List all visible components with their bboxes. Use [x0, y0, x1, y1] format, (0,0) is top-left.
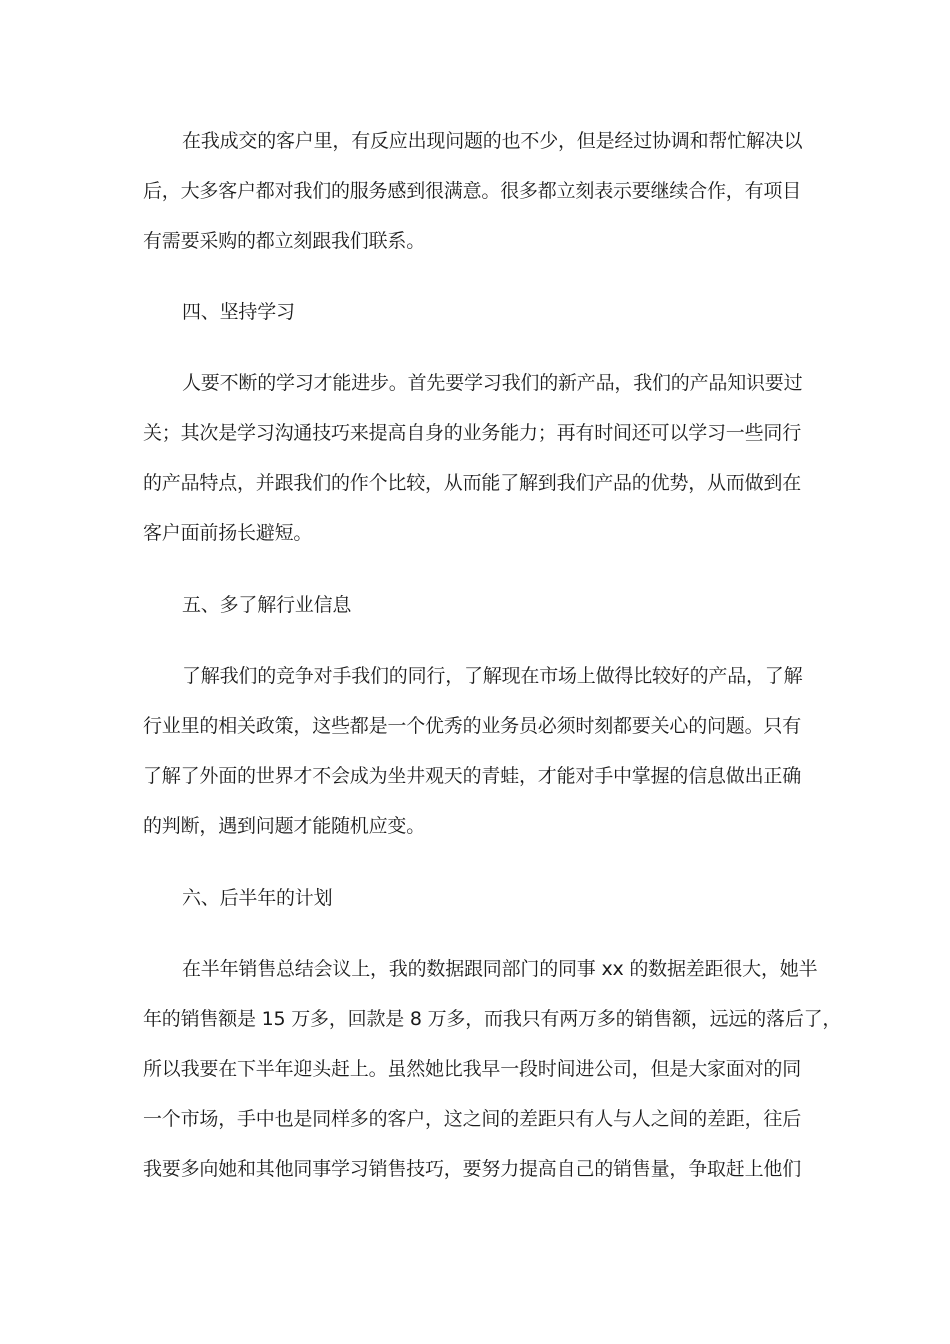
paragraph-line: 在半年销售总结会议上，我的数据跟同部门的同事 xx 的数据差距很大，她半: [182, 958, 818, 980]
paragraph-line: 的产品特点，并跟我们的作个比较，从而能了解到我们产品的优势，从而做到在: [143, 472, 802, 494]
paragraph-line: 后，大多客户都对我们的服务感到很满意。很多都立刻表示要继续合作，有项目: [143, 180, 802, 202]
paragraph-line: 的判断，遇到问题才能随机应变。: [143, 815, 426, 837]
paragraph-line: 行业里的相关政策，这些都是一个优秀的业务员必须时刻都要关心的问题。只有: [143, 715, 802, 737]
paragraph-line: 了解了外面的世界才不会成为坐井观天的青蛙，才能对手中掌握的信息做出正确: [143, 765, 802, 787]
section-heading: 五、多了解行业信息: [182, 594, 352, 616]
paragraph-line: 年的销售额是 15 万多，回款是 8 万多，而我只有两万多的销售额，远远的落后了，: [143, 1008, 842, 1030]
paragraph-line: 一个市场，手中也是同样多的客户，这之间的差距只有人与人之间的差距，往后: [143, 1108, 802, 1130]
section-heading: 四、坚持学习: [182, 301, 295, 323]
paragraph-line: 关；其次是学习沟通技巧来提高自身的业务能力；再有时间还可以学习一些同行: [143, 422, 802, 444]
paragraph-line: 在我成交的客户里，有反应出现问题的也不少，但是经过协调和帮忙解决以: [182, 130, 803, 152]
paragraph-line: 客户面前扬长避短。: [143, 522, 313, 544]
paragraph-line: 所以我要在下半年迎头赶上。虽然她比我早一段时间进公司，但是大家面对的同: [143, 1058, 802, 1080]
paragraph-line: 人要不断的学习才能进步。首先要学习我们的新产品，我们的产品知识要过: [182, 372, 803, 394]
section-heading: 六、后半年的计划: [182, 887, 333, 909]
paragraph-line: 有需要采购的都立刻跟我们联系。: [143, 230, 426, 252]
paragraph-line: 我要多向她和其他同事学习销售技巧，要努力提高自己的销售量，争取赶上他们: [143, 1158, 802, 1180]
paragraph-line: 了解我们的竞争对手我们的同行，了解现在市场上做得比较好的产品，了解: [182, 665, 803, 687]
